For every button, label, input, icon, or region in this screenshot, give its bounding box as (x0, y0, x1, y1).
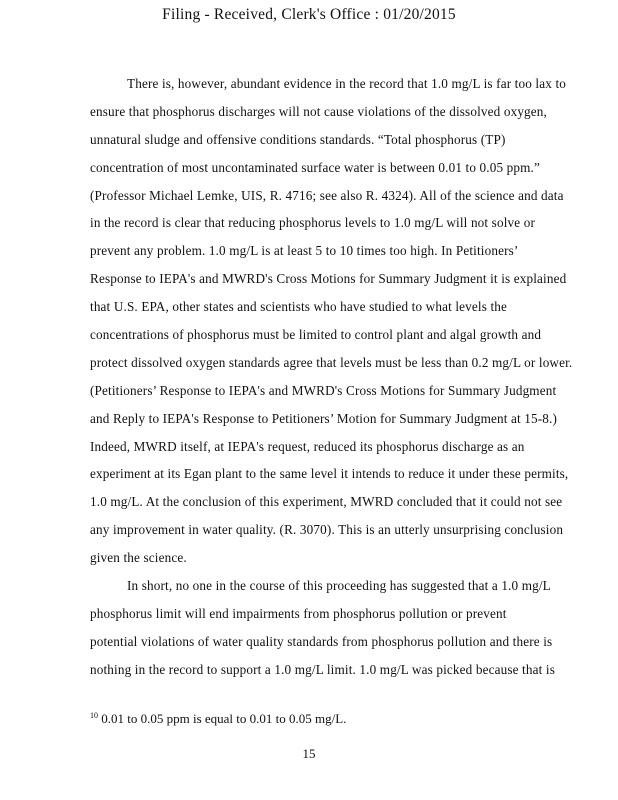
paragraph-line: experiment at its Egan plant to the same level it intends to reduce it under these permits, (90, 466, 569, 482)
paragraph-line: (Professor Michael Lemke, UIS, R. 4716; see also R. 4324). All of the science and data (90, 187, 564, 203)
document-body (90, 70, 573, 684)
footnote-marker: 10 (90, 711, 98, 720)
paragraph-line: nothing in the record to support a 1.0 mg/L limit. 1.0 mg/L was picked because that is (90, 661, 555, 677)
footnote-text: 0.01 to 0.05 ppm is equal to 0.01 to 0.05 mg/L. (101, 711, 347, 726)
paragraph-line: Indeed, MWRD itself, at IEPA's request, reduced its phosphorus discharge as an (90, 438, 525, 454)
paragraph-line: and Reply to IEPA's Response to Petitioners’ Motion for Summary Judgment at 15-8.) (90, 410, 558, 426)
paragraph-line: concentrations of phosphorus must be limited to control plant and algal growth and (90, 327, 542, 343)
paragraph-line: In short, no one in the course of this proceeding has suggested that a 1.0 mg/L (127, 578, 551, 594)
paragraph-line: protect dissolved oxygen standards agree that levels must be less than 0.2 mg/L or lower. (90, 354, 573, 370)
paragraph-line: phosphorus limit will end impairments from phosphorus pollution or prevent (90, 605, 507, 621)
paragraph-line: potential violations of water quality standards from phosphorus pollution and there is (90, 633, 553, 649)
paragraph-line: concentration of most uncontaminated surface water is between 0.01 to 0.05 ppm.” (90, 159, 540, 175)
paragraph-line: prevent any problem. 1.0 mg/L is at least 5 to 10 times too high. In Petitioners’ (90, 243, 519, 259)
paragraph-line: in the record is clear that reducing phosphorus levels to 1.0 mg/L will not solve or (90, 215, 536, 231)
paragraph-line: There is, however, abundant evidence in the record that 1.0 mg/L is far too lax to (127, 76, 566, 91)
paragraph-line: given the science. (90, 550, 187, 566)
paragraph-line: any improvement in water quality. (R. 3070). This is an utterly unsurprising conclusion (90, 522, 564, 538)
paragraph-line: that U.S. EPA, other states and scientists who have studied to what levels the (90, 299, 508, 315)
footnote (90, 711, 346, 727)
paragraph-line: 1.0 mg/L. At the conclusion of this experiment, MWRD concluded that it could not see (90, 494, 563, 510)
paragraph-line: ensure that phosphorus discharges will not cause violations of the dissolved oxygen, (90, 103, 547, 119)
filing-stamp-header: Filing - Received, Clerk's Office : 01/20/2015 (162, 6, 456, 23)
paragraph-line: unnatural sludge and offensive conditions standards. “Total phosphorus (TP) (90, 131, 506, 147)
paragraph-line: (Petitioners’ Response to IEPA's and MWRD's Cross Motions for Summary Judgment (90, 382, 557, 398)
paragraph-line: Response to IEPA's and MWRD's Cross Motions for Summary Judgment it is explained (90, 271, 567, 287)
page-number: 15 (302, 746, 316, 761)
